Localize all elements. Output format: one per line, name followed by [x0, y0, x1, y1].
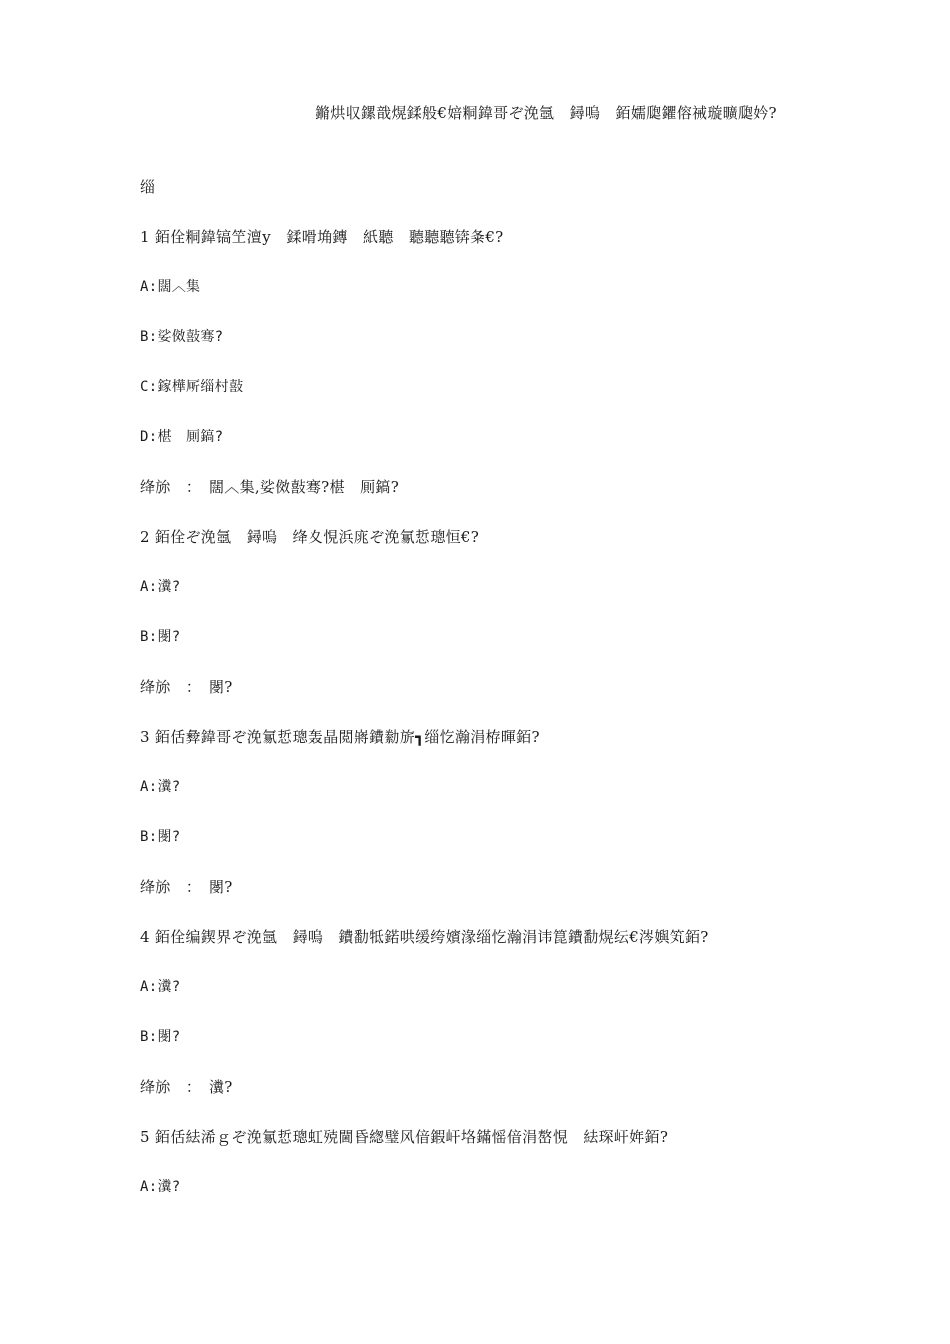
question-1-option-b: B:娑傚敼骞? — [140, 329, 224, 345]
question-3-answer: 绛旀 ： 閿? — [140, 878, 233, 896]
question-4-option-a: A:瀵? — [140, 979, 181, 995]
question-4-answer: 绛旀 ： 瀵? — [140, 1078, 233, 1096]
question-2-answer: 绛旀 ： 閿? — [140, 678, 233, 696]
question-2-stem: 2 銆佺ぞ浼氬 鐞嗚 绛夊悓浜庣ぞ浼氱悊璁恒€? — [140, 528, 480, 546]
question-4-stem: 4 銆佺编鍥界ぞ浼氬 鐞嗚 鐨勫牴鍩哄缓绔嬪湪缁忔瀚涓讳箟鐨勫熀纭€涔嬩笂銆? — [140, 928, 709, 946]
question-2-option-a: A:瀵? — [140, 579, 181, 595]
section-marker: 缁 — [140, 178, 156, 196]
question-1-option-c: C:鎵樺厛缁村敼 — [140, 379, 244, 395]
question-2-option-b: B:閿? — [140, 629, 181, 645]
question-3-stem: 3 銆佸彜鍏哥ぞ浼氱悊璁轰晶閲嶈鐨勬旂┓缁忔瀚涓栫暉銆? — [140, 728, 540, 746]
question-1-answer: 绛旀 ： 闊︿集,娑傚敼骞?椹 厠鎬? — [140, 478, 400, 496]
question-5-stem: 5 銆佸紶浠ｇぞ浼氱悊璁虹殑閫昏緫璧风偣鍜屽垎鏋愮偣涓嶅悓 紶琛屽姩銆? — [140, 1128, 669, 1146]
question-1-stem: 1 銆佺粡鍏镐笁澶у 鍒嗗埆鏄 紙聽 聽聽聽锛夈€? — [140, 228, 504, 246]
question-3-option-a: A:瀵? — [140, 779, 181, 795]
question-4-option-b: B:閿? — [140, 1029, 181, 1045]
document-title: 鏅烘収鏍戠熀鍒般€婄粡鍏哥ぞ浼氬 鐞嗚 銆嬬瓟鑺傛祴璇曠瓟妗? — [315, 104, 777, 122]
question-1-option-a: A:闊︿集 — [140, 279, 201, 295]
question-5-option-a: A:瀵? — [140, 1179, 181, 1195]
question-1-option-d: D:椹 厠鎬? — [140, 429, 224, 445]
question-3-option-b: B:閿? — [140, 829, 181, 845]
